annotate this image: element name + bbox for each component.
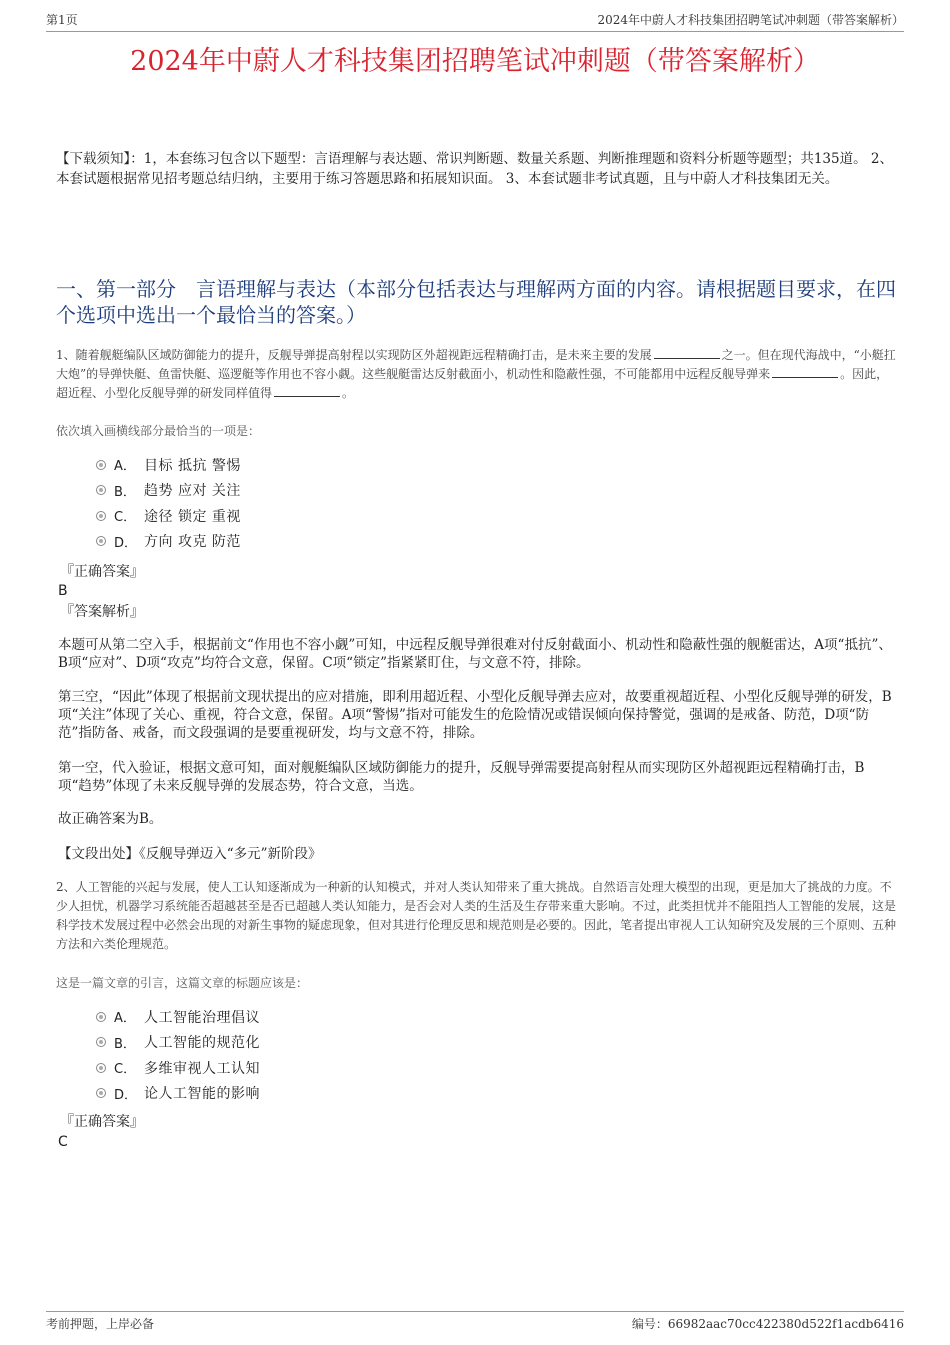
option-b[interactable] <box>96 1030 260 1056</box>
option-text: 途径 锁定 重视 <box>144 508 241 525</box>
option-a[interactable] <box>96 452 241 478</box>
analysis-paragraph: 故正确答案为B。 <box>58 811 163 827</box>
answer-value: B <box>58 583 68 599</box>
option-letter: B． <box>114 484 136 500</box>
radio-icon[interactable] <box>96 460 106 470</box>
radio-icon[interactable] <box>96 485 106 495</box>
analysis-paragraph: 第一空，代入验证，根据文意可知，面对舰艇编队区域防御能力的提升，反舰导弹需要提高射程从而实现防区外超视距远程精确打击，B项“趋势”体现了未来反舰导弹的发展态势，符合文意，当选。 <box>58 760 865 794</box>
option-d[interactable] <box>96 529 241 555</box>
radio-icon[interactable] <box>96 1063 106 1073</box>
section-heading: 一、第一部分 言语理解与表达（本部分包括表达与理解两方面的内容。请根据题目要求，在四个选项中选出一个最恰当的答案。） <box>56 277 896 327</box>
passage-source: 【文段出处】《反舰导弹迈入“多元”新阶段》 <box>58 846 322 862</box>
download-notice: 【下载须知】：1，本套练习包含以下题型：言语理解与表达题、常识判断题、数量关系题、判断推理题和资料分析题等题型；共135道。 2、本套试题根据常见招考题总结归纳，主要用于练习答题思路和拓展知识面。 3、本套试题非考试真题，且与中蔚人才科技集团无关。 <box>56 151 893 187</box>
option-text: 方向 攻克 防范 <box>144 534 241 551</box>
option-text: 人工智能治理倡议 <box>144 1009 260 1026</box>
radio-icon[interactable] <box>96 1088 106 1098</box>
question-1-text-part: 。因此，超近程、小型化反舰导弹的研发同样值得 <box>56 367 889 400</box>
document-title: 2024年中蔚人才科技集团招聘笔试冲刺题（带答案解析） <box>130 46 820 77</box>
fill-blank <box>772 366 838 378</box>
option-a[interactable] <box>96 1004 260 1030</box>
option-text: 多维审视人工认知 <box>144 1060 260 1077</box>
document-id: 编号：66982aac70cc422380d522f1acdb6416 <box>631 1317 904 1331</box>
page-footer <box>46 1311 904 1332</box>
answer-value: C <box>58 1134 68 1150</box>
page-header <box>46 12 904 32</box>
analysis-paragraph: 本题可从第二空入手，根据前文“作用也不容小觑”可知，中远程反舰导弹很难对付反射截面小、机动性和隐蔽性强的舰艇雷达，A项“抵抗”、B项“应对”、D项“攻克”均符合文意，保留。C项“锁定”指紧紧盯住，与文意不符，排除。 <box>58 637 892 671</box>
radio-icon[interactable] <box>96 511 106 521</box>
question-2-prompt: 这是一篇文章的引言，这篇文章的标题应该是： <box>56 976 309 990</box>
analysis-label: 『答案解析』 <box>60 604 144 620</box>
fill-blank <box>654 347 720 359</box>
option-text: 目标 抵抗 警惕 <box>144 457 241 474</box>
question-1-options <box>96 452 241 554</box>
question-1-text <box>56 346 898 403</box>
answer-label: 『正确答案』 <box>60 564 144 580</box>
page-number: 第1页 <box>46 13 78 27</box>
radio-icon[interactable] <box>96 1012 106 1022</box>
question-1-text-part: 1、随着舰艇编队区域防御能力的提升，反舰导弹提高射程以实现防区外超视距远程精确打击，是未来主要的发展 <box>56 348 652 362</box>
option-letter: D． <box>114 1087 138 1103</box>
footer-slogan: 考前押题，上岸必备 <box>46 1317 155 1331</box>
option-letter: D． <box>114 535 138 551</box>
analysis-paragraph: 第三空，“因此”体现了根据前文现状提出的应对措施，即利用超近程、小型化反舰导弹去应对，故要重视超近程、小型化反舰导弹的研发，B项“关注”体现了关心、重视，符合文意，保留。A项“警惕”指对可能发生的危险情况或错误倾向保持警觉，强调的是戒备、防范，D项“防范”指防备、戒备，而文段强调的是要重视研发，均与文意不符，排除。 <box>58 689 892 741</box>
option-c[interactable] <box>96 1055 260 1081</box>
option-d[interactable] <box>96 1081 260 1107</box>
header-doc-title: 2024年中蔚人才科技集团招聘笔试冲刺题（带答案解析） <box>597 13 904 27</box>
radio-icon[interactable] <box>96 1037 106 1047</box>
option-letter: A． <box>114 459 136 475</box>
option-letter: B． <box>114 1036 136 1052</box>
question-1-text-part: 之一。但在现代海战中，“小艇扛大炮”的导弹快艇、鱼雷快艇、巡逻艇等作用也不容小觑。这些舰艇雷达反射截面小，机动性和隐蔽性强，不可能都用中远程反舰导弹来 <box>56 348 896 381</box>
option-c[interactable] <box>96 503 241 529</box>
option-text: 论人工智能的影响 <box>144 1086 260 1103</box>
option-text: 趋势 应对 关注 <box>144 483 241 500</box>
answer-label: 『正确答案』 <box>60 1114 144 1130</box>
question-2-text: 2、人工智能的兴起与发展，使人工认知逐渐成为一种新的认知模式，并对人类认知带来了重大挑战。自然语言处理大模型的出现，更是加大了挑战的力度。不少人担忧，机器学习系统能否超越甚至是否已超越人类认知能力，是否会对人类的生活及生存带来重大影响。不过，此类担忧并不能阻挡人工智能的发展，这是科学技术发展过程中必然会出现的对新生事物的疑虑现象，但对其进行伦理反思和规范则是必要的。因此，笔者提出审视人工认知研究及发展的三个原则、五种方法和六类伦理规范。 <box>56 880 897 951</box>
question-2-options <box>96 1004 260 1106</box>
radio-icon[interactable] <box>96 536 106 546</box>
option-b[interactable] <box>96 478 241 504</box>
option-letter: A． <box>114 1011 136 1027</box>
question-1-prompt: 依次填入画横线部分最恰当的一项是： <box>56 424 261 438</box>
fill-blank <box>274 385 340 397</box>
question-1-text-part: 。 <box>342 386 355 400</box>
option-letter: C． <box>114 510 137 526</box>
option-letter: C． <box>114 1062 137 1078</box>
option-text: 人工智能的规范化 <box>144 1035 260 1052</box>
